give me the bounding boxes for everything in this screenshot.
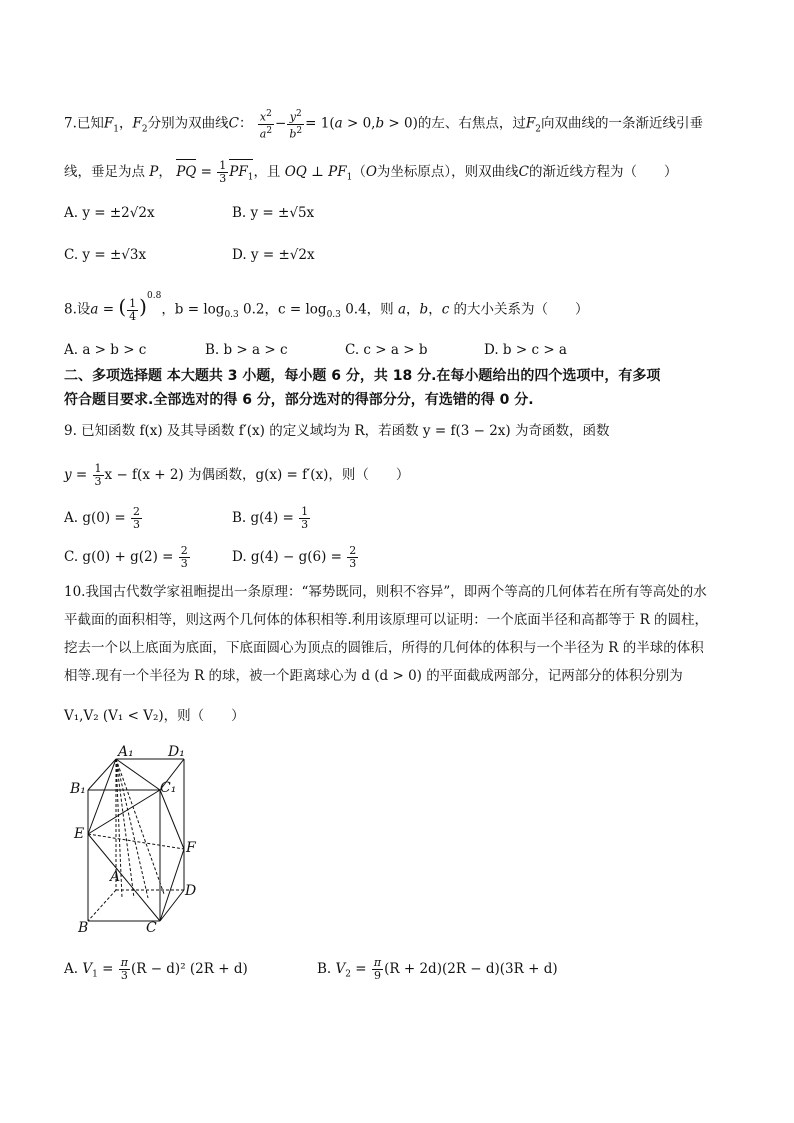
label-D: D xyxy=(185,883,197,899)
q9-option-c: C. g(0) + g(2) = $\frac{2}{3}$ xyxy=(64,544,188,570)
label-D1: D₁ xyxy=(168,744,185,760)
prism-figure xyxy=(64,738,224,938)
label-C1: C₁ xyxy=(160,780,177,796)
q10-line1: 10.我国古代数学家祖暅提出一条原理：“幂势既同，则积不容异”，即两个等高的几何体若在所有等高处的水 xyxy=(64,584,707,600)
q8-option-c: C. c > a > b xyxy=(345,342,428,358)
section-2-heading-line1: 二、多项选择题 本大题共 3 小题，每小题 6 分，共 18 分.在每小题给出的四个选项中，有多项 xyxy=(64,368,661,384)
q7-line2: 线，垂足为点 P， PQ = $\frac{1}{3}$ $PF_1$，且 OQ ⊥ $PF_1(O$为坐标原点），则双曲线C的渐近线方程为（ ） xyxy=(64,160,678,188)
label-A: A xyxy=(110,869,121,885)
q7-option-c: C. y = ±√3x xyxy=(64,247,147,263)
q8-line: 8.设a = ( $\frac{1}{4}$ )$^{0.8}$，$b = \log_{0.3} 0.2$，$c = \log_{0.3} 0.4$，则 a，b，c 的大小关系为（ ） xyxy=(64,291,589,323)
q9-line2: y = $\frac{1}{3}$ x − f(x + 2) 为偶函数，g(x) = f′(x)，则（ ） xyxy=(64,462,410,488)
q7-line1: 7.已知$F_1$，$F_2$分别为双曲线C： $\frac{x^2}{a^2}$ − $\frac{y^2}{b^2}$ = 1(a > 0,b > 0)的左、右焦点，过$F_2$向双曲线的一条渐近线引垂 xyxy=(64,109,703,141)
frac-one-third: $\frac{1}{3}$ xyxy=(219,159,227,185)
q7-option-b: B. y = ±√5x xyxy=(232,205,315,221)
q8-option-b: B. b > a > c xyxy=(205,342,288,358)
q7-option-a: A. y = ±2√2x xyxy=(64,205,155,221)
label-C: C xyxy=(146,920,157,936)
label-F: F xyxy=(186,840,196,856)
q9-line1: 9. 已知函数 f(x) 及其导函数 f′(x) 的定义域均为 R，若函数 y = f(3 − 2x) 为奇函数，函数 xyxy=(64,423,610,439)
q9-option-b: B. g(4) = $\frac{1}{3}$ xyxy=(232,505,309,531)
frac-x2-a2: $\frac{x^2}{a^2}$ xyxy=(259,109,273,141)
q8-option-d: D. b > c > a xyxy=(484,342,567,358)
label-B1: B₁ xyxy=(70,781,86,797)
q10-line4: 相等.现有一个半径为 R 的球，被一个距离球心为 d (d > 0) 的平面截成两部分，记两部分的体积分别为 xyxy=(64,668,683,684)
label-E: E xyxy=(74,826,85,842)
label-B: B xyxy=(78,920,89,936)
frac-quarter: $\frac{1}{4}$ xyxy=(129,296,137,323)
q10-option-a: A. $V_1$ = $\frac{\pi}{3}$ (R − d)² (2R + d) xyxy=(64,956,248,982)
q10-line5: V₁,V₂ (V₁ < V₂)，则（ ） xyxy=(64,708,245,724)
frac-y2-b2: $\frac{y^2}{b^2}$ xyxy=(289,109,303,141)
q10-line2: 平截面的面积相等，则这两个几何体的体积相等.利用该原理可以证明：一个底面半径和高都等于 R 的圆柱， xyxy=(64,612,709,628)
section-2-heading-line2: 符合题目要求.全部选对的得 6 分，部分选对的得部分分，有选错的得 0 分. xyxy=(64,392,534,408)
q9-option-a: A. g(0) = $\frac{2}{3}$ xyxy=(64,505,140,531)
label-A1: A₁ xyxy=(118,744,134,760)
q10-option-b: B. $V_2$ = $\frac{\pi}{9}$ (R + 2d)(2R − d)(3R + d) xyxy=(317,956,558,982)
q7-option-d: D. y = ±√2x xyxy=(232,247,315,263)
q8-option-a: A. a > b > c xyxy=(64,342,147,358)
q10-line3: 挖去一个以上底面为底面，下底面圆心为顶点的圆锥后，所得的几何体的体积与一个半径为 R 的半球的体积 xyxy=(64,640,704,656)
frac-one-third-q9: $\frac{1}{3}$ xyxy=(94,462,102,488)
q9-option-d: D. g(4) − g(6) = $\frac{2}{3}$ xyxy=(232,544,357,570)
